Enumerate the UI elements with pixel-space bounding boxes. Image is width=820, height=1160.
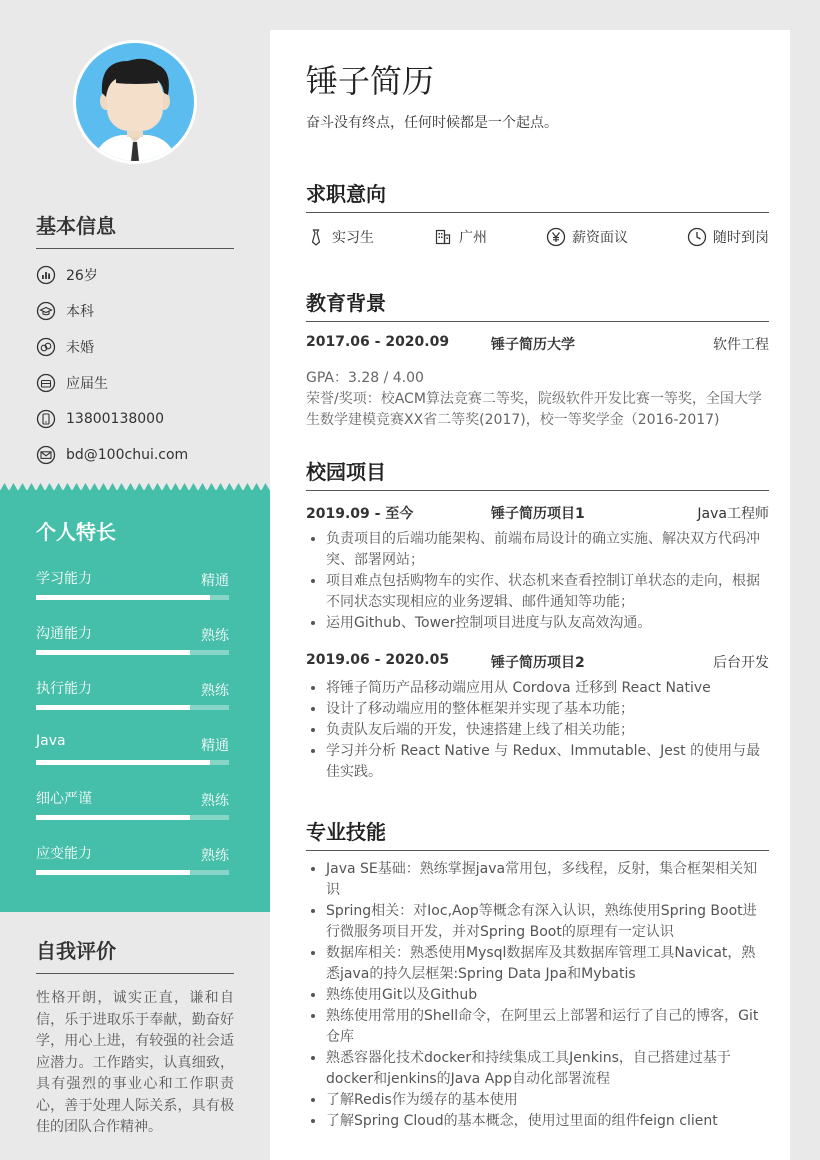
education-school: 锤子简历大学 — [491, 337, 575, 353]
skill-name: 细心严谨 — [36, 791, 92, 807]
job-intent-section — [306, 178, 769, 247]
skill-name: 沟通能力 — [36, 626, 92, 642]
skill-row — [36, 568, 229, 608]
list-item: • 学习并分析 React Native 与 Redux、Immutable、Jest 的使用与最佳实践。 — [326, 741, 769, 783]
avatar — [73, 40, 197, 164]
skill-level: 熟练 — [201, 848, 229, 864]
yen-icon — [546, 227, 566, 247]
intent-availability-text: 随时到岗 — [713, 230, 769, 246]
skill-level: 熟练 — [201, 628, 229, 644]
list-item: • Spring相关：对Ioc,Aop等概念有深入认识，熟练使用Spring Boot进行微服务项目开发，并对Spring Boot的原理有一定认识 — [326, 901, 769, 943]
self-eval-text: 性格开朗，诚实正直，谦和自信，乐于进取乐于奉献，勤奋好学，用心上进，有较强的社会适应潜力。工作踏实，认真细致，具有强烈的事业心和工作职责心，善于处理人际关系，具有极佳的团队合作精神。 — [36, 990, 234, 1135]
skill-row — [36, 733, 229, 773]
education-honors: 荣誉/奖项：校ACM算法竞赛二等奖，院级软件开发比赛一等奖，全国大学生数学建模竞赛XX省二等奖(2017)，校一等奖学金（2016-2017) — [306, 391, 762, 428]
info-email — [36, 437, 234, 473]
age-chart-icon — [36, 265, 56, 285]
project-name: 锤子简历项目2 — [491, 655, 585, 671]
info-email-text: bd@100chui.com — [66, 447, 189, 463]
skill-bar-track — [36, 870, 229, 875]
list-item: • Java SE基础：熟练掌握java常用包，多线程，反射，集合框架相关知识 — [326, 859, 769, 901]
info-status-text: 应届生 — [66, 376, 108, 392]
list-item: • 项目难点包括购物车的实作、状态机来查看控制订单状态的走向，根据不同状态实现相应的业务逻辑、邮件通知等功能； — [326, 571, 769, 613]
list-item: • 负责项目的后端功能架构、前端布局设计的确立实施、解决双方代码冲突、部署网站； — [326, 529, 769, 571]
skill-bar-fill — [36, 650, 190, 655]
intent-salary-text: 薪资面议 — [572, 230, 628, 246]
skill-bar-track — [36, 815, 229, 820]
rings-icon — [36, 337, 56, 357]
phone-icon — [36, 409, 56, 429]
education-gpa: GPA：3.28 / 4.00 — [306, 370, 424, 386]
skill-bar-track — [36, 650, 229, 655]
intent-salary — [546, 227, 628, 247]
skill-level: 熟练 — [201, 683, 229, 699]
basic-info-title: 基本信息 — [36, 210, 234, 249]
pro-skills-title: 专业技能 — [306, 816, 769, 851]
skill-name: 执行能力 — [36, 681, 92, 697]
list-item: • 将锤子简历产品移动端应用从 Cordova 迁移到 React Native — [326, 678, 769, 699]
project-bullets — [306, 529, 769, 634]
skill-bar-track — [36, 705, 229, 710]
skill-level: 熟练 — [201, 793, 229, 809]
job-intent-title: 求职意向 — [306, 178, 769, 213]
project-role: 后台开发 — [713, 655, 769, 671]
zigzag-edge — [0, 483, 270, 491]
skill-row — [36, 788, 229, 828]
skill-row — [36, 623, 229, 663]
intent-city — [433, 227, 487, 247]
education-date: 2017.06 - 2020.09 — [306, 334, 450, 350]
pro-skills-bullets — [306, 859, 769, 1132]
list-item: • 设计了移动端应用的整体框架并实现了基本功能； — [326, 699, 769, 720]
info-age — [36, 257, 234, 293]
skill-bar-fill — [36, 760, 210, 765]
skill-name: Java — [36, 733, 66, 749]
project-header — [306, 652, 769, 672]
education-title: 教育背景 — [306, 287, 769, 322]
project-date: 2019.06 - 2020.05 — [306, 652, 450, 668]
self-eval-section — [36, 935, 234, 1139]
sidebar — [0, 0, 270, 1160]
skill-bar-track — [36, 760, 229, 765]
project-role: Java工程师 — [697, 506, 769, 522]
intent-availability — [687, 227, 769, 247]
intent-city-text: 广州 — [459, 230, 487, 246]
education-major: 软件工程 — [713, 337, 769, 353]
list-item: • 了解Spring Cloud的基本概念，使用过里面的组件feign client — [326, 1111, 769, 1132]
skill-bar-fill — [36, 870, 190, 875]
intent-position-text: 实习生 — [332, 230, 374, 246]
info-marital — [36, 329, 234, 365]
list-item: • 熟练使用Git以及Github — [326, 985, 769, 1006]
basic-info-section — [36, 210, 234, 473]
info-status — [36, 365, 234, 401]
personal-skills-panel — [0, 490, 270, 912]
skill-bar-fill — [36, 815, 190, 820]
list-item: • 运用Github、Tower控制项目进度与队友高效沟通。 — [326, 613, 769, 634]
skill-level: 精通 — [201, 573, 229, 589]
self-eval-title: 自我评价 — [36, 935, 234, 974]
graduation-cap-icon — [36, 301, 56, 321]
project-bullets — [306, 678, 769, 783]
list-item: • 熟练使用常用的Shell命令，在阿里云上部署和运行了自己的博客，Git仓库 — [326, 1006, 769, 1048]
briefcase-icon — [36, 373, 56, 393]
project-name: 锤子简历项目1 — [491, 506, 585, 522]
skill-bar-fill — [36, 705, 190, 710]
project-date: 2019.09 - 至今 — [306, 506, 414, 522]
info-degree-text: 本科 — [66, 304, 94, 320]
education-section — [306, 287, 769, 431]
main-content — [270, 30, 790, 1160]
building-icon — [433, 227, 453, 247]
list-item: • 数据库相关：熟悉使用Mysql数据库及其数据库管理工具Navicat，熟悉java的持久层框架:Spring Data Jpa和Mybatis — [326, 943, 769, 985]
skill-row — [36, 678, 229, 718]
avatar-illustration — [76, 43, 194, 161]
info-phone — [36, 401, 234, 437]
mail-icon — [36, 445, 56, 465]
info-phone-text: 13800138000 — [66, 411, 164, 427]
tie-icon — [306, 227, 326, 247]
skill-row — [36, 843, 229, 883]
clock-icon — [687, 227, 707, 247]
info-degree — [36, 293, 234, 329]
list-item: • 负责队友后端的开发，快速搭建上线了相关功能； — [326, 720, 769, 741]
info-marital-text: 未婚 — [66, 340, 94, 356]
skills-title: 个人特长 — [36, 520, 116, 544]
page-title: 锤子简历 — [306, 62, 435, 100]
skill-bar-track — [36, 595, 229, 600]
skill-level: 精通 — [201, 738, 229, 754]
project-header — [306, 503, 769, 523]
motto: 奋斗没有终点，任何时候都是一个起点。 — [306, 115, 558, 131]
skill-name: 学习能力 — [36, 571, 92, 587]
info-age-text: 26岁 — [66, 268, 98, 284]
list-item: • 熟悉容器化技术docker和持续集成工具Jenkins，自己搭建过基于docker和jenkins的Java App自动化部署流程 — [326, 1048, 769, 1090]
skill-bar-fill — [36, 595, 210, 600]
projects-title: 校园项目 — [306, 456, 769, 491]
projects-section — [306, 456, 769, 783]
skill-name: 应变能力 — [36, 846, 92, 862]
intent-position — [306, 227, 374, 247]
list-item: • 了解Redis作为缓存的基本使用 — [326, 1090, 769, 1111]
pro-skills-section — [306, 816, 769, 1132]
